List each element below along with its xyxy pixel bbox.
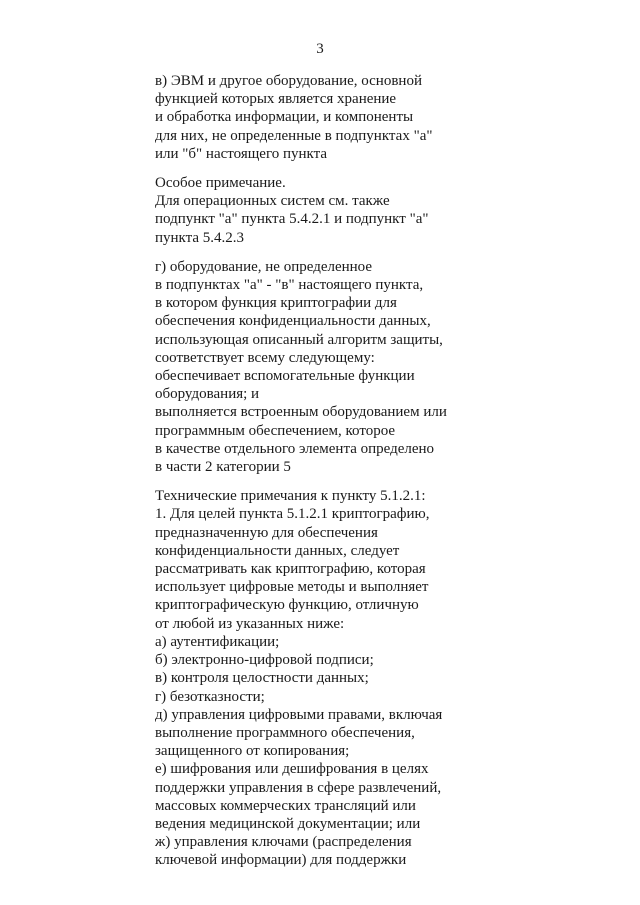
page-number: 3	[316, 41, 324, 57]
text-line: г) оборудование, не определенное	[155, 258, 373, 275]
text-line: предназначенную для обеспечения	[155, 524, 378, 541]
text-line: использует цифровые методы и выполняет	[155, 579, 429, 596]
text-line: в котором функция криптографии для	[155, 295, 397, 312]
text-line: Особое примечание.	[155, 175, 286, 192]
text-line: или "б" настоящего пункта	[155, 145, 328, 162]
text-line: в подпунктах "а" - "в" настоящего пункта,	[155, 277, 424, 294]
text-line: и обработка информации, и компоненты	[155, 109, 414, 126]
text-line: выполняется встроенным оборудованием или	[155, 404, 447, 421]
text-line: программным обеспечением, которое	[155, 422, 396, 439]
paragraph-item-v	[155, 72, 625, 163]
text-line: в качестве отдельного элемента определено	[155, 440, 435, 457]
text-line: 1. Для целей пункта 5.1.2.1 криптографию,	[155, 506, 430, 523]
text-line: ведения медицинской документации; или	[155, 815, 421, 832]
text-line: в) ЭВМ и другое оборудование, основной	[155, 73, 422, 89]
text-line: подпункт "а" пункта 5.4.2.1 и подпункт "а"	[155, 211, 429, 228]
text-line: защищенного от копирования;	[155, 743, 350, 760]
text-line: а) аутентификации;	[155, 633, 280, 650]
text-line: пункта 5.4.2.3	[155, 229, 245, 246]
text-line: выполнение программного обеспечения,	[155, 724, 415, 741]
text-line: рассматривать как криптографию, которая	[155, 561, 426, 578]
text-line: в части 2 категории 5	[155, 459, 291, 476]
text-line: функцией которых является хранение	[155, 91, 397, 108]
text-line: ж) управления ключами (распределения	[155, 834, 412, 851]
paragraph-item-g	[155, 258, 625, 476]
text-line: е) шифрования или дешифрования в целях	[155, 761, 429, 778]
text-line: массовых коммерческих трансляций или	[155, 797, 416, 814]
text-line: г) безотказности;	[155, 688, 265, 705]
text-line: соответствует всему следующему:	[155, 349, 375, 366]
technical-notes	[155, 487, 625, 869]
text-line: ключевой информации) для поддержки	[155, 852, 407, 869]
text-line: поддержки управления в сфере развлечений,	[155, 779, 442, 796]
text-line: д) управления цифровыми правами, включая	[155, 706, 443, 723]
text-line: Технические примечания к пункту 5.1.2.1:	[155, 488, 426, 505]
text-line: оборудования; и	[155, 386, 260, 403]
text-line: от любой из указанных ниже:	[155, 615, 345, 632]
document-body	[155, 72, 625, 870]
text-line: обеспечивает вспомогательные функции	[155, 368, 415, 385]
text-line: в) контроля целостности данных;	[155, 670, 369, 687]
text-line: использующая описанный алгоритм защиты,	[155, 331, 443, 348]
special-note	[155, 174, 625, 247]
text-line: для них, не определенные в подпунктах "а"	[155, 127, 433, 144]
text-line: б) электронно-цифровой подписи;	[155, 652, 374, 669]
text-line: обеспечения конфиденциальности данных,	[155, 313, 431, 330]
text-line: криптографическую функцию, отличную	[155, 597, 419, 614]
text-line: Для операционных систем см. также	[155, 193, 390, 210]
text-line: конфиденциальности данных, следует	[155, 542, 400, 559]
